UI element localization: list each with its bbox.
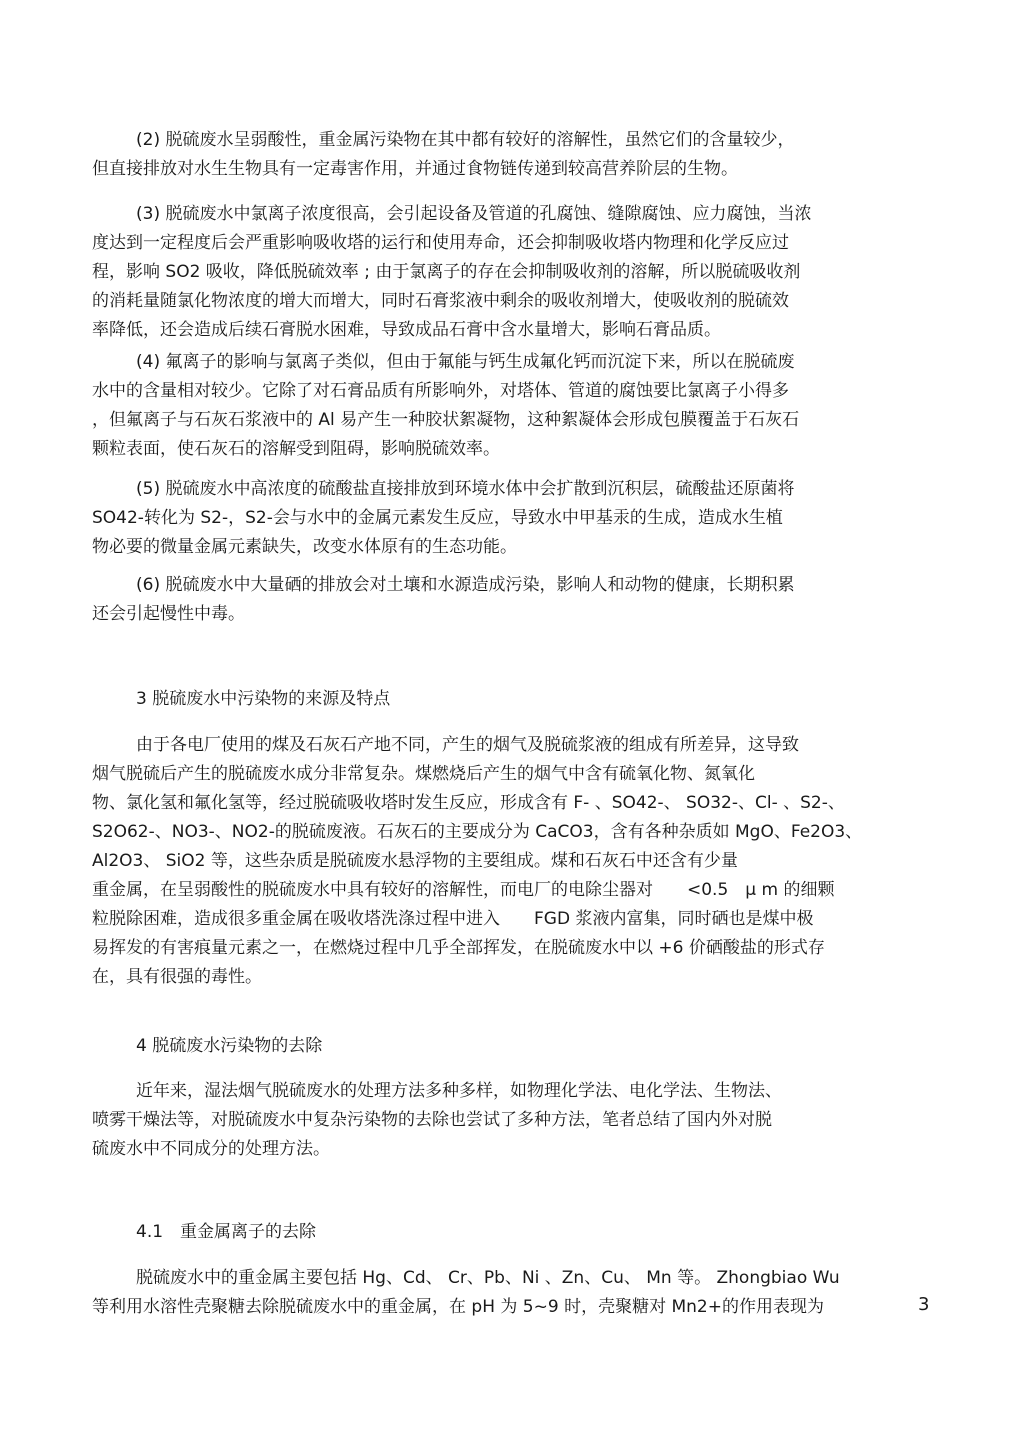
text-line: Al2O3、 SiO2 等，这些杂质是脱硫废水悬浮物的主要组成。煤和石灰石中还含有少量	[92, 851, 738, 871]
text-line: 颗粒表面，使石灰石的溶解受到阻碍，影响脱硫效率。	[92, 439, 500, 459]
section-4-body	[92, 1077, 924, 1164]
text-line: 物、氯化氢和氟化氢等，经过脱硫吸收塔时发生反应，形成含有 F- 、SO42-、 SO32-、Cl- 、S2-、	[92, 793, 845, 813]
section-3-body	[92, 731, 924, 992]
text-line: 等利用水溶性壳聚糖去除脱硫废水中的重金属，在 pH 为 5~9 时，壳聚糖对 Mn2+的作用表现为	[92, 1297, 824, 1317]
section-4-1-heading: 4.1 重金属离子的去除	[136, 1222, 317, 1242]
text-line: S2O62-、NO3-、NO2-的脱硫废液。石灰石的主要成分为 CaCO3，含有各种杂质如 MgO、Fe2O3、	[92, 822, 863, 842]
text-line: 硫废水中不同成分的处理方法。	[92, 1139, 330, 1159]
text-line: 重金属，在呈弱酸性的脱硫废水中具有较好的溶解性，而电厂的电除尘器对 <0.5 μ m 的细颗	[92, 880, 835, 900]
paragraph-3	[92, 200, 924, 345]
text-line: SO42-转化为 S2-，S2-会与水中的金属元素发生反应，导致水中甲基汞的生成，造成水生植	[92, 508, 783, 528]
text-line: (3) 脱硫废水中氯离子浓度很高，会引起设备及管道的孔腐蚀、缝隙腐蚀、应力腐蚀，当浓	[136, 204, 812, 224]
text-line: 度达到一定程度后会严重影响吸收塔的运行和使用寿命，还会抑制吸收塔内物理和化学反应过	[92, 233, 789, 253]
text-line: (2) 脱硫废水呈弱酸性，重金属污染物在其中都有较好的溶解性，虽然它们的含量较少，	[136, 130, 795, 150]
text-line: 由于各电厂使用的煤及石灰石产地不同，产生的烟气及脱硫浆液的组成有所差异，这导致	[136, 735, 799, 755]
text-line: 的消耗量随氯化物浓度的增大而增大，同时石膏浆液中剩余的吸收剂增大，使吸收剂的脱硫效	[92, 291, 789, 311]
section-3-heading: 3 脱硫废水中污染物的来源及特点	[136, 689, 391, 709]
text-line: 脱硫废水中的重金属主要包括 Hg、Cd、 Cr、Pb、Ni 、Zn、Cu、 Mn 等。 Zhongbiao Wu	[136, 1268, 840, 1288]
text-line: 在，具有很强的毒性。	[92, 967, 262, 987]
text-line: 程，影响 SO2 吸收，降低脱硫效率 ; 由于氯离子的存在会抑制吸收剂的溶解，所以脱硫吸收剂	[92, 262, 801, 282]
paragraph-6	[92, 571, 924, 629]
text-line: 但直接排放对水生生物具有一定毒害作用，并通过食物链传递到较高营养阶层的生物。	[92, 159, 738, 179]
text-line: (6) 脱硫废水中大量硒的排放会对土壤和水源造成污染，影响人和动物的健康，长期积累	[136, 575, 795, 595]
text-line: 物必要的微量金属元素缺失，改变水体原有的生态功能。	[92, 537, 517, 557]
paragraph-2	[92, 126, 924, 184]
text-line: 率降低，还会造成后续石膏脱水困难，导致成品石膏中含水量增大，影响石膏品质。	[92, 320, 721, 340]
text-line: (5) 脱硫废水中高浓度的硫酸盐直接排放到环境水体中会扩散到沉积层，硫酸盐还原菌将	[136, 479, 795, 499]
section-4-1-body	[92, 1264, 924, 1322]
text-line: 水中的含量相对较少。它除了对石膏品质有所影响外，对塔体、管道的腐蚀要比氯离子小得多	[92, 381, 789, 401]
text-line: 粒脱除困难，造成很多重金属在吸收塔洗涤过程中进入 FGD 浆液内富集，同时硒也是煤中极	[92, 909, 814, 929]
text-line: 还会引起慢性中毒。	[92, 604, 245, 624]
page-number: 3	[918, 1294, 930, 1315]
text-line: (4) 氟离子的影响与氯离子类似，但由于氟能与钙生成氟化钙而沉淀下来，所以在脱硫废	[136, 352, 795, 372]
text-line: 易挥发的有害痕量元素之一，在燃烧过程中几乎全部挥发，在脱硫废水中以 +6 价硒酸盐的形式存	[92, 938, 825, 958]
text-line: 喷雾干燥法等，对脱硫废水中复杂污染物的去除也尝试了多种方法，笔者总结了国内外对脱	[92, 1110, 772, 1130]
paragraph-4	[92, 348, 924, 464]
paragraph-5	[92, 475, 924, 562]
section-4-heading: 4 脱硫废水污染物的去除	[136, 1036, 323, 1056]
text-line: 近年来，湿法烟气脱硫废水的处理方法多种多样，如物理化学法、电化学法、生物法、	[136, 1081, 782, 1101]
text-line: ，但氟离子与石灰石浆液中的 Al 易产生一种胶状絮凝物，这种絮凝体会形成包膜覆盖于石灰石	[92, 410, 800, 430]
text-line: 烟气脱硫后产生的脱硫废水成分非常复杂。煤燃烧后产生的烟气中含有硫氧化物、氮氧化	[92, 764, 755, 784]
